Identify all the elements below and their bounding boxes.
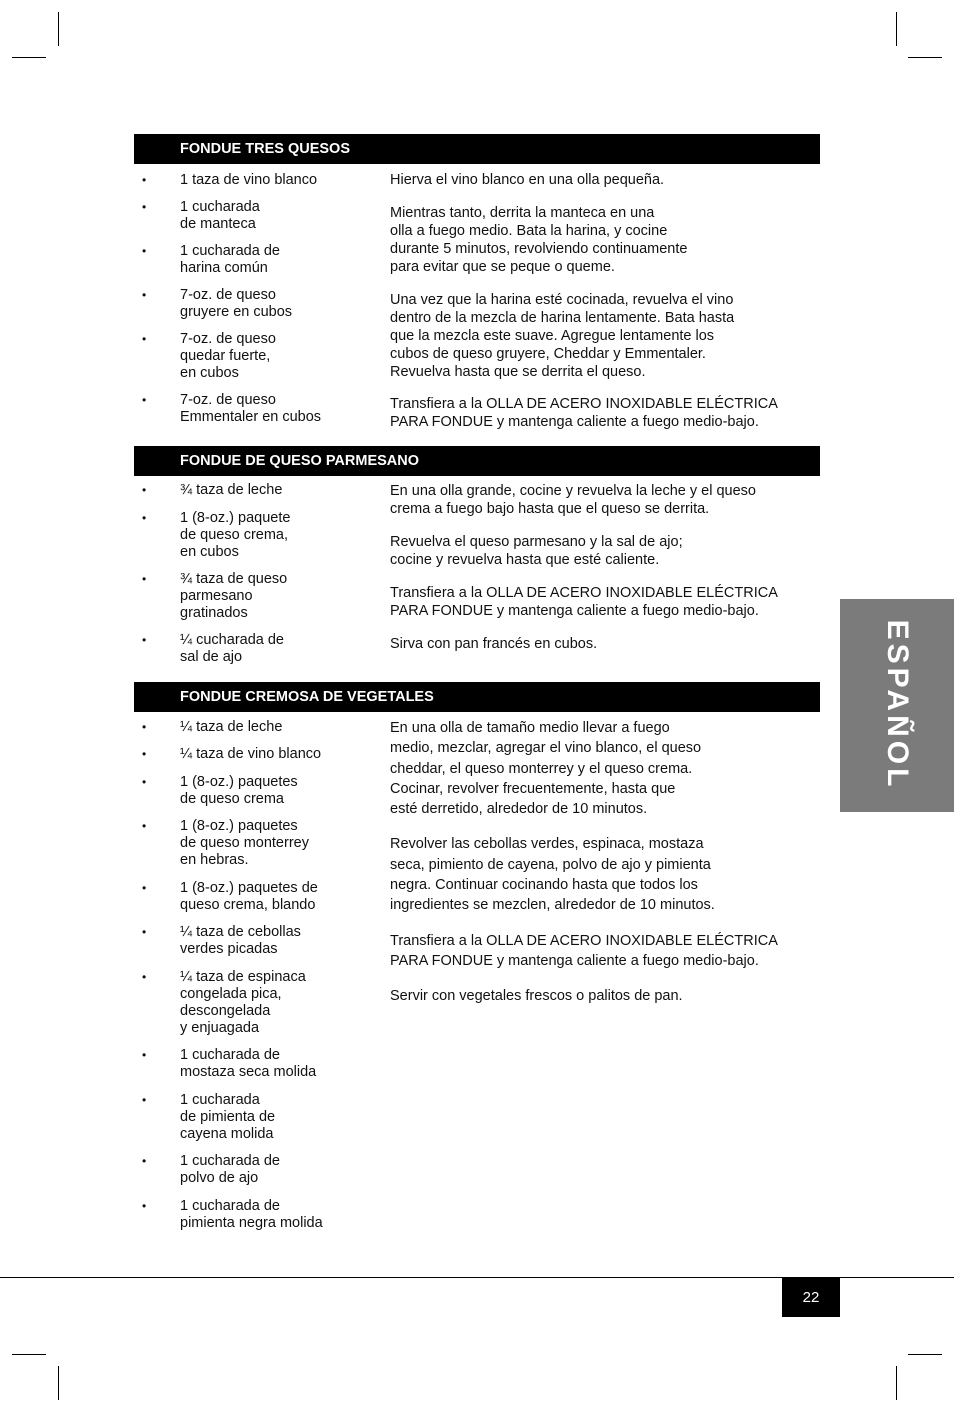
ingredient-item: • 1 taza de vino blanco bbox=[134, 172, 374, 189]
step-paragraph: Transfiera a la OLLA DE ACERO INOXIDABLE ELÉCTRICA PARA FONDUE y mantenga caliente a fuego medio-bajo. bbox=[390, 932, 778, 969]
step-paragraph: Revolver las cebollas verdes, espinaca, mostaza seca, pimiento de cayena, polvo de ajo y pimienta negra. Continuar cocinando hasta que todos los ingredientes se mezclen, alrededor de 10 minutos. bbox=[390, 836, 715, 914]
ingredient-list-queso-parmesano bbox=[134, 482, 374, 666]
step-paragraph: Transfiera a la OLLA DE ACERO INOXIDABLE ELÉCTRICA PARA FONDUE y mantenga caliente a fuego medio-bajo. bbox=[390, 585, 778, 619]
steps-queso-parmesano bbox=[390, 482, 810, 653]
crop-mark bbox=[12, 57, 46, 58]
ingredient-item: • 1 cucharada de mostaza seca molida bbox=[134, 1047, 374, 1081]
ingredient-item: • 7-oz. de queso Emmentaler en cubos bbox=[134, 392, 374, 426]
ingredient-item: • 1 cucharada de pimienta negra molida bbox=[134, 1198, 374, 1232]
step-paragraph: Sirva con pan francés en cubos. bbox=[390, 636, 598, 652]
crop-mark bbox=[896, 12, 897, 46]
ingredient-item: • 1 cucharada de harina común bbox=[134, 243, 374, 277]
recipe-title-queso-parmesano: FONDUE DE QUESO PARMESANO bbox=[134, 446, 820, 476]
steps-cremosa-vegetales bbox=[390, 718, 810, 1007]
recipe-title-tres-quesos: FONDUE TRES QUESOS bbox=[134, 134, 820, 164]
ingredient-item: • 1 cucharada de polvo de ajo bbox=[134, 1153, 374, 1187]
ingredient-item: • ¾ taza de queso parmesano gratinados bbox=[134, 571, 374, 622]
step-paragraph: Hierva el vino blanco en una olla pequeña. bbox=[390, 172, 665, 188]
ingredient-item: • ¼ taza de espinaca congelada pica, descongelada y enjuagada bbox=[134, 969, 374, 1037]
language-side-tab bbox=[840, 599, 954, 812]
crop-mark bbox=[12, 1354, 46, 1355]
steps-tres-quesos bbox=[390, 171, 810, 431]
ingredient-item: • ¼ cucharada de sal de ajo bbox=[134, 632, 374, 666]
step-paragraph: Una vez que la harina esté cocinada, revuelva el vino dentro de la mezcla de harina lentamente. Bata hasta que la mezcla este suave. Agregue lentamente los cubos de queso gruyere, Cheddar y Emmentaler. Revuelva hasta que se derrita el queso. bbox=[390, 292, 735, 380]
crop-mark bbox=[908, 1354, 942, 1355]
step-paragraph: Servir con vegetales frescos o palitos de pan. bbox=[390, 988, 683, 1005]
step-paragraph: Mientras tanto, derrita la manteca en una olla a fuego medio. Bata la harina, y cocine durante 5 minutos, revolviendo continuamente para evitar que se peque o queme. bbox=[390, 205, 688, 275]
ingredient-item: • 1 (8-oz.) paquete de queso crema, en cubos bbox=[134, 510, 374, 561]
ingredient-list-cremosa-vegetales bbox=[134, 719, 374, 1232]
step-paragraph: En una olla de tamaño medio llevar a fuego medio, mezclar, agregar el vino blanco, el queso cheddar, el queso monterrey y el queso crema. Cocinar, revolver frecuentemente, hasta que esté derretido, alrededor de 10 minutos. bbox=[390, 720, 702, 818]
crop-mark bbox=[58, 1366, 59, 1400]
ingredient-item: • 1 (8-oz.) paquetes de queso monterrey en hebras. bbox=[134, 818, 374, 869]
step-paragraph: Transfiera a la OLLA DE ACERO INOXIDABLE ELÉCTRICA PARA FONDUE y mantenga caliente a fuego medio-bajo. bbox=[390, 396, 778, 430]
ingredient-list-tres-quesos bbox=[134, 172, 374, 426]
ingredient-item: • 1 cucharada de manteca bbox=[134, 199, 374, 233]
crop-mark bbox=[896, 1366, 897, 1400]
language-label: ESPAÑOL bbox=[881, 619, 914, 791]
ingredient-item: • 1 (8-oz.) paquetes de queso crema bbox=[134, 774, 374, 808]
ingredient-item: • 1 cucharada de pimienta de cayena molida bbox=[134, 1092, 374, 1143]
recipe-title-cremosa-vegetales: FONDUE CREMOSA DE VEGETALES bbox=[134, 682, 820, 712]
step-paragraph: Revuelva el queso parmesano y la sal de ajo; cocine y revuelva hasta que esté caliente. bbox=[390, 534, 683, 568]
ingredient-item: • 7-oz. de queso quedar fuerte, en cubos bbox=[134, 331, 374, 382]
ingredient-item: • ¼ taza de cebollas verdes picadas bbox=[134, 924, 374, 958]
step-paragraph: En una olla grande, cocine y revuelva la leche y el queso crema a fuego bajo hasta que el queso se derrita. bbox=[390, 483, 756, 517]
ingredient-item: • 1 (8-oz.) paquetes de queso crema, blando bbox=[134, 880, 374, 914]
crop-mark bbox=[58, 12, 59, 46]
page-number: 22 bbox=[782, 1278, 840, 1317]
ingredient-item: • ¾ taza de leche bbox=[134, 482, 374, 499]
crop-mark bbox=[908, 57, 942, 58]
ingredient-item: • 7-oz. de queso gruyere en cubos bbox=[134, 287, 374, 321]
ingredient-item: • ¼ taza de leche bbox=[134, 719, 374, 736]
ingredient-item: • ¼ taza de vino blanco bbox=[134, 746, 374, 763]
